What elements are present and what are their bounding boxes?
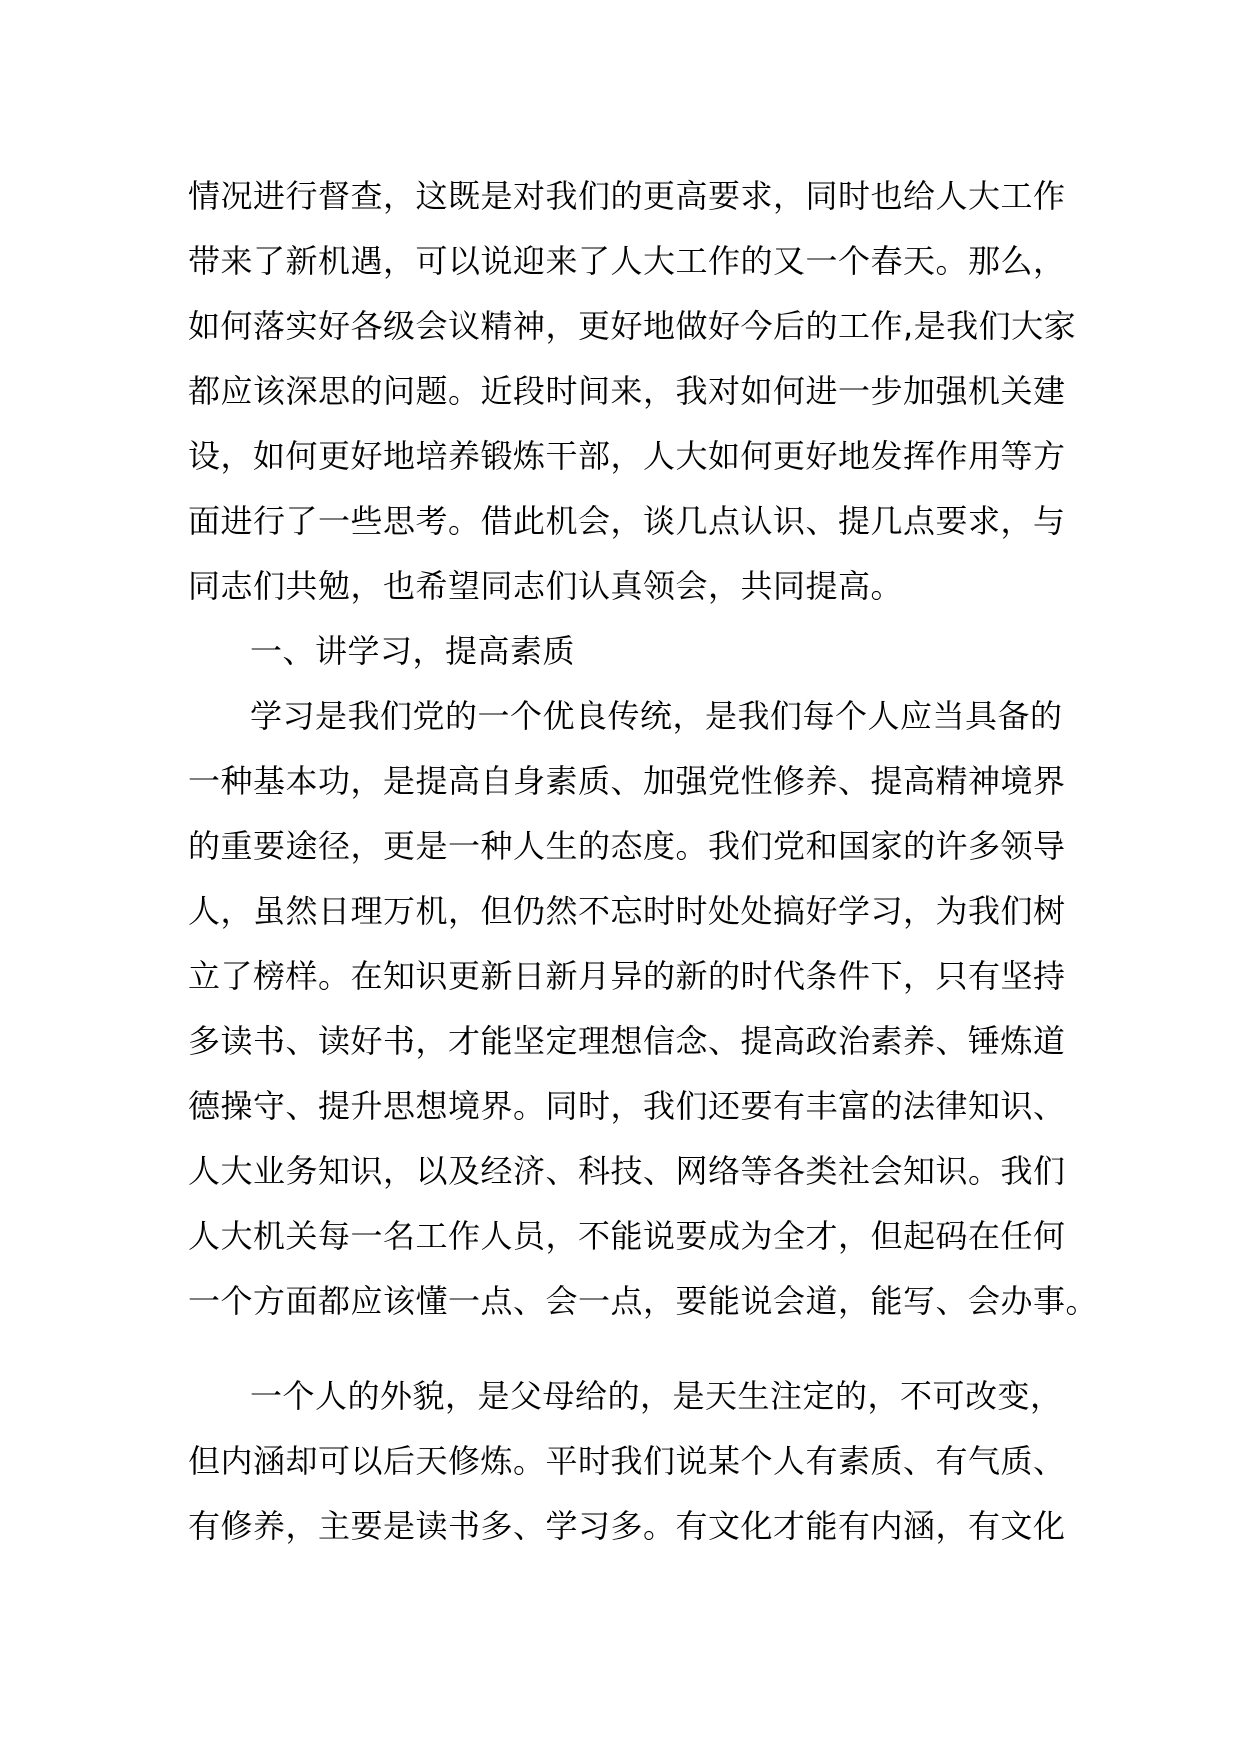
text-line: 同志们共勉，也希望同志们认真领会，共同提高。 bbox=[188, 567, 904, 605]
text-line: 带来了新机遇，可以说迎来了人大工作的又一个春天。那么， bbox=[188, 242, 1066, 280]
text-line: 人大业务知识，以及经济、科技、网络等各类社会知识。我们 bbox=[188, 1152, 1066, 1190]
text-line: 如何落实好各级会议精神，更好地做好今后的工作,是我们大家 bbox=[188, 307, 1077, 345]
text-line: 一种基本功，是提高自身素质、加强党性修养、提高精神境界 bbox=[188, 762, 1066, 800]
text-line: 设，如何更好地培养锻炼干部，人大如何更好地发挥作用等方 bbox=[188, 437, 1066, 475]
text-line: 面进行了一些思考。借此机会，谈几点认识、提几点要求，与 bbox=[188, 502, 1066, 540]
text-line: 一个人的外貌，是父母给的，是天生注定的，不可改变， bbox=[250, 1377, 1063, 1415]
text-line: 人大机关每一名工作人员，不能说要成为全才，但起码在任何 bbox=[188, 1217, 1066, 1255]
section-heading: 一、讲学习，提高素质 bbox=[250, 632, 576, 670]
paragraph-1 bbox=[188, 164, 1077, 619]
text-line: 都应该深思的问题。近段时间来，我对如何进一步加强机关建 bbox=[188, 372, 1066, 410]
text-line: 的重要途径，更是一种人生的态度。我们党和国家的许多领导 bbox=[188, 827, 1066, 865]
text-line: 一个方面都应该懂一点、会一点，要能说会道，能写、会办事。 bbox=[188, 1282, 1099, 1320]
text-line: 有修养，主要是读书多、学习多。有文化才能有内涵，有文化 bbox=[188, 1507, 1066, 1545]
text-line: 德操守、提升思想境界。同时，我们还要有丰富的法律知识、 bbox=[188, 1087, 1066, 1125]
text-line: 人，虽然日理万机，但仍然不忘时时处处搞好学习，为我们树 bbox=[188, 892, 1066, 930]
paragraph-3 bbox=[188, 1364, 1068, 1559]
document-body bbox=[188, 164, 1099, 1559]
paragraph-2 bbox=[188, 684, 1099, 1334]
text-line: 但内涵却可以后天修炼。平时我们说某个人有素质、有气质、 bbox=[188, 1442, 1066, 1480]
text-line: 立了榜样。在知识更新日新月异的新的时代条件下，只有坚持 bbox=[188, 957, 1066, 995]
text-line: 多读书、读好书，才能坚定理想信念、提高政治素养、锤炼道 bbox=[188, 1022, 1066, 1060]
text-line: 情况进行督查，这既是对我们的更高要求，同时也给人大工作 bbox=[188, 177, 1066, 215]
text-line: 学习是我们党的一个优良传统，是我们每个人应当具备的 bbox=[250, 697, 1063, 735]
